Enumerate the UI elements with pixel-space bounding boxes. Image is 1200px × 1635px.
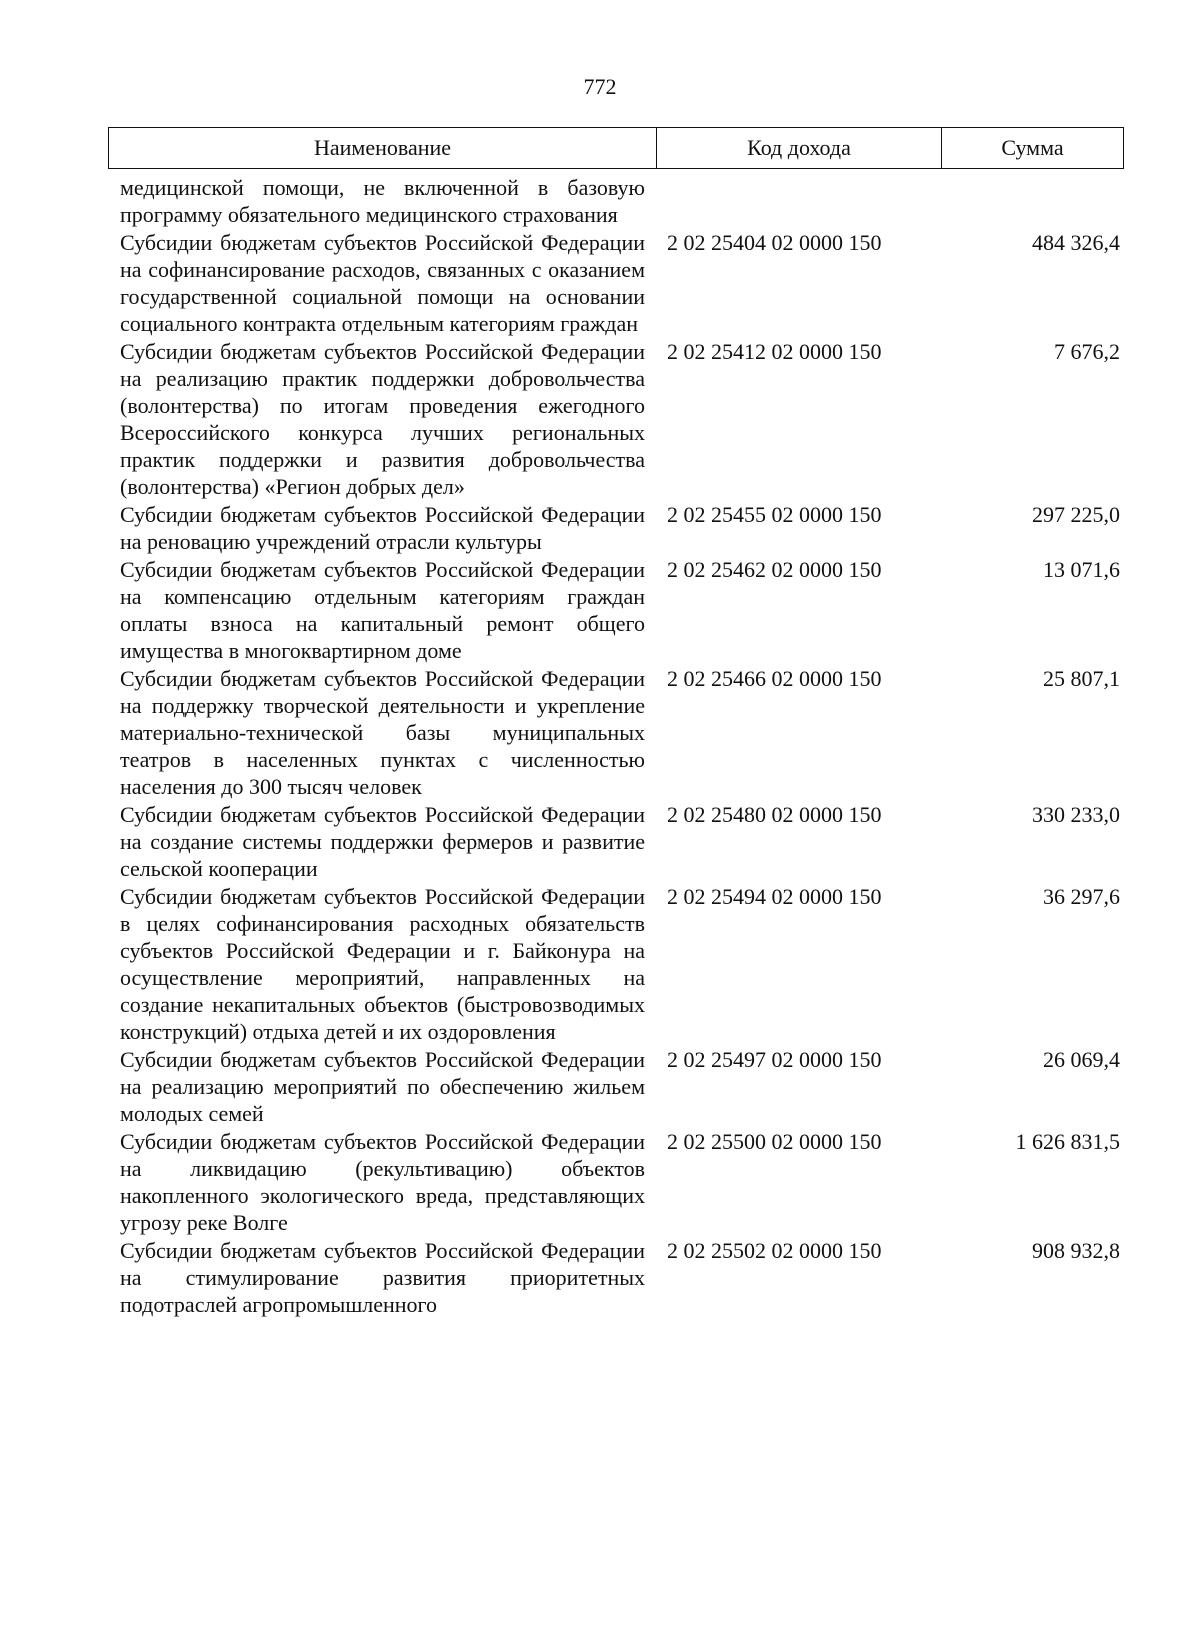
row-code: 2 02 25404 02 0000 150 bbox=[667, 230, 882, 255]
row-code: 2 02 25480 02 0000 150 bbox=[667, 802, 882, 827]
table-row bbox=[120, 801, 1120, 882]
table-row bbox=[120, 556, 1120, 664]
row-code: 2 02 25502 02 0000 150 bbox=[667, 1238, 882, 1263]
row-code: 2 02 25412 02 0000 150 bbox=[667, 339, 882, 364]
row-code: 2 02 25466 02 0000 150 bbox=[667, 666, 882, 691]
row-name: Субсидии бюджетам субъектов Российской Федерации на софинансирование расходов, связанных с оказанием государственной социальной помощи на основании социального контракта отдельным категориям граждан bbox=[120, 230, 645, 336]
row-name: Субсидии бюджетам субъектов Российской Федерации на реализацию практик поддержки добровольчества (волонтерства) по итогам проведения ежегодного Всероссийского конкурса лучших региональных практик поддержки и развития добровольчества (волонтерства) «Регион добрых дел» bbox=[120, 339, 645, 499]
row-sum: 484 326,4 bbox=[1032, 230, 1120, 255]
row-sum: 297 225,0 bbox=[1032, 502, 1120, 527]
row-name: Субсидии бюджетам субъектов Российской Федерации на ликвидацию (рекультивацию) объектов накопленного экологического вреда, представляющих угрозу реке Волге bbox=[120, 1129, 645, 1235]
table-row bbox=[120, 665, 1120, 800]
row-sum: 908 932,8 bbox=[1032, 1238, 1120, 1263]
table-body bbox=[120, 174, 1120, 1319]
row-sum: 330 233,0 bbox=[1032, 802, 1120, 827]
row-sum: 36 297,6 bbox=[1043, 884, 1120, 909]
table-row bbox=[120, 1237, 1120, 1318]
row-sum: 26 069,4 bbox=[1043, 1047, 1120, 1072]
row-code: 2 02 25455 02 0000 150 bbox=[667, 502, 882, 527]
page-number: 772 bbox=[583, 74, 617, 99]
row-name: Субсидии бюджетам субъектов Российской Федерации на поддержку творческой деятельности и укрепление материально-технической базы муниципальных театров в населенных пунктах с численностью населения до 300 тысяч человек bbox=[120, 666, 645, 799]
table-row bbox=[120, 174, 1120, 228]
row-sum: 1 626 831,5 bbox=[1015, 1129, 1120, 1154]
row-name: Субсидии бюджетам субъектов Российской Федерации на компенсацию отдельным категориям граждан оплаты взноса на капитальный ремонт общего имущества в многоквартирном доме bbox=[120, 557, 645, 663]
header-name: Наименование bbox=[109, 128, 657, 168]
row-code: 2 02 25500 02 0000 150 bbox=[667, 1129, 882, 1154]
row-name: Субсидии бюджетам субъектов Российской Федерации в целях софинансирования расходных обязательств субъектов Российской Федерации и г. Байконура на осуществление мероприятий, направленных на создание некапитальных объектов (быстровозводимых конструкций) отдыха детей и их оздоровления bbox=[120, 884, 645, 1044]
row-name: медицинской помощи, не включенной в базовую программу обязательного медицинского страхования bbox=[120, 175, 645, 227]
table-row bbox=[120, 1046, 1120, 1127]
row-sum: 25 807,1 bbox=[1043, 666, 1120, 691]
table-row bbox=[120, 883, 1120, 1045]
row-sum: 13 071,6 bbox=[1043, 557, 1120, 582]
table-row bbox=[120, 1128, 1120, 1236]
row-sum: 7 676,2 bbox=[1054, 339, 1120, 364]
row-code: 2 02 25497 02 0000 150 bbox=[667, 1047, 882, 1072]
table-row bbox=[120, 501, 1120, 555]
table-header bbox=[108, 127, 1124, 169]
row-name: Субсидии бюджетам субъектов Российской Федерации на создание системы поддержки фермеров и развитие сельской кооперации bbox=[120, 802, 645, 881]
row-name: Субсидии бюджетам субъектов Российской Федерации на реновацию учреждений отрасли культуры bbox=[120, 502, 645, 554]
row-name: Субсидии бюджетам субъектов Российской Федерации на реализацию мероприятий по обеспечению жильем молодых семей bbox=[120, 1047, 645, 1126]
header-sum: Сумма bbox=[1001, 135, 1064, 160]
row-code: 2 02 25462 02 0000 150 bbox=[667, 557, 882, 582]
header-code: Код дохода bbox=[657, 128, 942, 168]
row-code: 2 02 25494 02 0000 150 bbox=[667, 884, 882, 909]
table-row bbox=[120, 229, 1120, 337]
row-name: Субсидии бюджетам субъектов Российской Федерации на стимулирование развития приоритетных подотраслей агропромышленного bbox=[120, 1238, 645, 1317]
table-row bbox=[120, 338, 1120, 500]
